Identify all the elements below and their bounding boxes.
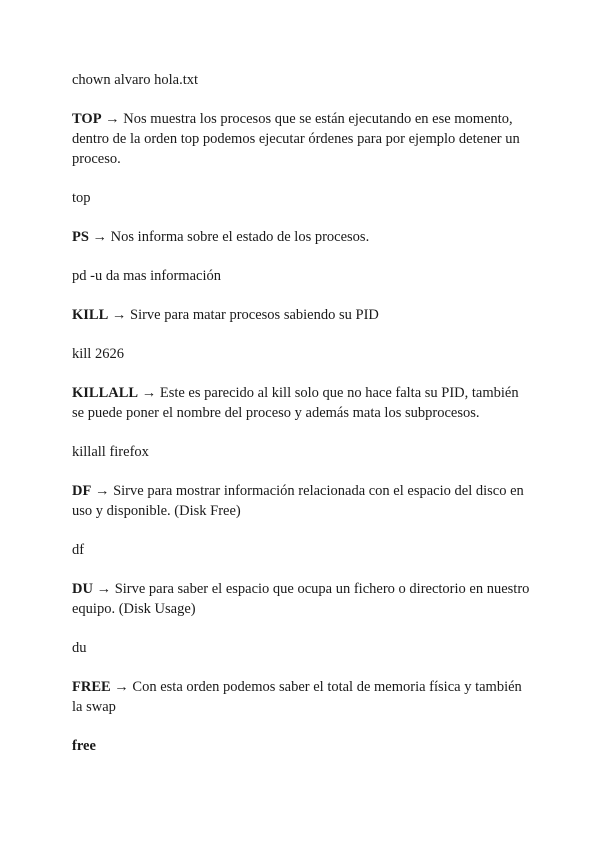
command-example-chown: chown alvaro hola.txt — [72, 72, 199, 88]
definition-df — [72, 481, 532, 521]
command-example-top: top — [72, 190, 91, 206]
definition-kill — [72, 305, 532, 325]
definition-text-df: Sirve para mostrar información relacionada con el espacio del disco en uso y disponible. (Disk Free) — [72, 483, 524, 519]
command-example-free: free — [72, 738, 96, 754]
arrow-icon: → — [141, 385, 157, 401]
term-free: FREE — [72, 679, 111, 695]
arrow-icon: → — [114, 679, 129, 695]
definition-text-top: Nos muestra los procesos que se están ejecutando en ese momento, dentro de la orden top podemos ejecutar órdenes para por ejemplo detener un proceso. — [72, 111, 520, 167]
command-example-kill: kill 2626 — [72, 346, 124, 362]
definition-text-kill: Sirve para matar procesos sabiendo su PID — [130, 307, 379, 323]
arrow-icon: → — [105, 111, 120, 127]
term-df: DF — [72, 483, 92, 499]
definition-text-du: Sirve para saber el espacio que ocupa un fichero o directorio en nuestro equipo. (Disk Usage) — [72, 581, 530, 617]
definition-text-free: Con esta orden podemos saber el total de memoria física y también la swap — [72, 679, 522, 715]
definition-killall — [72, 383, 532, 423]
arrow-icon: → — [92, 229, 108, 245]
arrow-icon: → — [94, 483, 110, 499]
command-example-du: du — [72, 640, 87, 656]
arrow-icon: → — [111, 307, 127, 323]
definition-ps — [72, 227, 532, 247]
arrow-icon: → — [96, 581, 112, 597]
document-page — [72, 70, 532, 756]
term-top: TOP — [72, 111, 102, 127]
term-killall: KILLALL — [72, 385, 139, 401]
command-example-ps: pd -u da mas información — [72, 268, 221, 284]
definition-text-ps: Nos informa sobre el estado de los procesos. — [110, 229, 370, 245]
term-kill: KILL — [72, 307, 109, 323]
definition-top — [72, 109, 532, 169]
definition-du — [72, 579, 532, 619]
term-du: DU — [72, 581, 93, 597]
term-ps: PS — [72, 229, 89, 245]
definition-text-killall: Este es parecido al kill solo que no hace falta su PID, también se puede poner el nombre del proceso y además mata los subprocesos. — [72, 385, 519, 421]
command-example-df: df — [72, 542, 85, 558]
definition-free — [72, 677, 532, 717]
command-example-killall: killall firefox — [72, 444, 149, 460]
